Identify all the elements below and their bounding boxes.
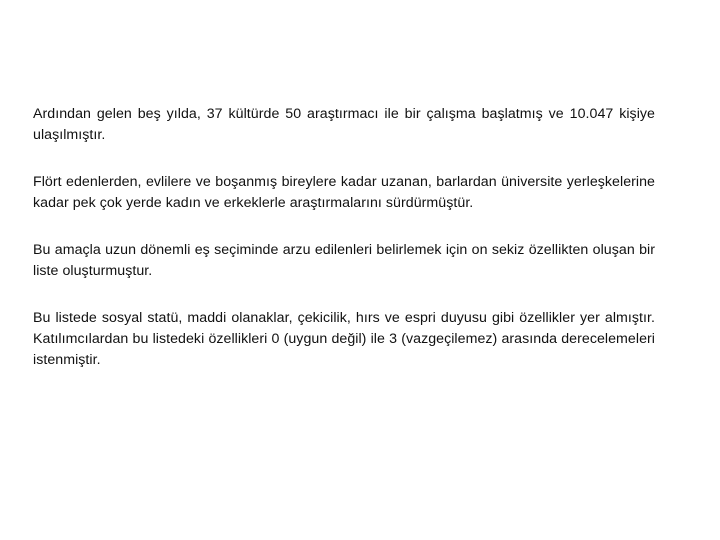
paragraph-4: Bu listede sosyal statü, maddi olanaklar, çekicilik, hırs ve espri duyusu gibi özellikler yer almıştır. Katılımcılardan bu listedeki özellikleri 0 (uygun değil) ile 3 (vazgeçilemez) arasında derecelemeleri istenmiştir. [33,310,655,368]
paragraph-2: Flört edenlerden, evlilere ve boşanmış bireylere kadar uzanan, barlardan üniversite yerleşkelerine kadar pek çok yerde kadın ve erkeklerle araştırmalarını sürdürmüştür. [33,174,655,211]
paragraph-3: Bu amaçla uzun dönemli eş seçiminde arzu edilenleri belirlemek için on sekiz özellikten oluşan bir liste oluşturmuştur. [33,242,655,279]
paragraph-1: Ardından gelen beş yılda, 37 kültürde 50 araştırmacı ile bir çalışma başlatmış ve 10.047 kişiye ulaşılmıştır. [33,106,655,143]
text-content [33,104,655,371]
